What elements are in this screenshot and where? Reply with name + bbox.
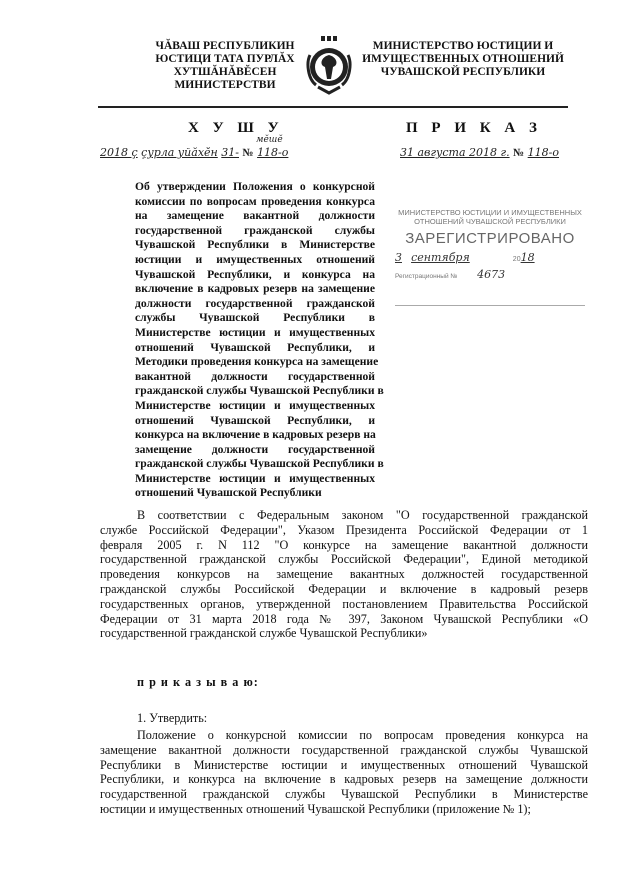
text-line: замещение вакантной должности государственной гражданской службы Чувашской [100,742,588,757]
doc-type-chuvash: Х У Ш У [188,120,284,136]
text-line: Федерации от 31 марта 2018 года № 397, Законом Чувашской Республики «О [100,611,588,626]
text-line: Республики, и конкурса на включение в кадровых резерв на замещение должности [100,772,588,787]
text-line: службе Российской Федерации", Указом Президента Российской Федерации от 1 [100,522,588,537]
text-line: отношений Чувашской Республики, и [135,413,375,427]
text-line: Министерстве юстиции и имущественных [135,471,375,485]
header-left-line: ЧĂВАШ РЕСПУБЛИКИН [155,40,295,52]
text-line: В соответствии с Федеральным законом "О государственной гражданской [137,508,588,522]
header-right-line: ИМУЩЕСТВЕННЫХ ОТНОШЕНИЙ [362,53,564,65]
stamp-month: сентября [411,251,470,264]
header-right [358,40,568,79]
stamp-year-prefix: 20 [512,256,521,263]
text-line: государственной гражданской службы Чувашской Республики в Министерстве [100,787,588,802]
number-label: № [242,147,254,159]
text-line: государственной гражданской службе Чувашской Республики» [100,626,428,641]
text-line: февраля 2005 г. N 112 "О конкурсе на замещение вакантной должности [100,537,588,552]
date-suffix: мĕшĕ [256,135,283,145]
order-word: п р и к а з ы в а ю: [137,675,259,689]
text-line: государственной гражданской службы Российской Федерации", Единой методикой [100,552,588,567]
text-line: Республики в Министерстве юстиции и имущественных отношений Чувашской [100,757,588,772]
text-line: конкурса на включение в кадровых резерв на [135,428,376,442]
date-russian [400,146,559,159]
item-1: 1. Утвердить: [137,711,208,725]
stamp-reg-number: 4673 [477,268,506,281]
registration-stamp [395,208,585,306]
text-line: Министерстве юстиции и имущественных [135,325,375,339]
text-line: отношений Чувашской Республики, и [135,340,375,354]
doc-type-russian: П Р И К А З [406,120,542,136]
emblem-icon [306,35,352,97]
preamble [100,508,588,641]
text-line: Министерстве юстиции и имущественных [135,398,375,412]
order-number: 118-о [527,146,559,159]
text-line: юстиции и имущественных отношений [135,252,375,266]
date-month: çурла уйăхĕн [141,146,218,159]
stamp-date [395,251,585,264]
text-line: проведения конкурсов на замещение вакантных должностей государственной [100,567,588,582]
text-line: государственных органов, утвержденной постановлением Правительства Российской [100,596,588,611]
order-number: 118-о [257,146,289,159]
text-line: юстиции и имущественных отношений Чувашской Республики (приложение № 1); [100,801,531,816]
text-line: гражданской службы Российской Федерации и включение в кадровый резерв [100,581,588,596]
text-line: отношений Чувашской Республики [135,486,322,500]
text-line: гражданской службы Чувашской Республики в [135,384,384,398]
stamp-status: ЗАРЕГИСТРИРОВАНО [405,230,575,247]
text-line: комиссии по вопросам проведения конкурса [135,194,375,208]
text-line: Методики проведения конкурса на замещение [135,355,379,369]
header-left-line: ЮСТИЦИ ТАТА ПУРЛĂХ [155,53,295,65]
text-line: вакантной должности государственной [135,369,375,383]
text-line: Чувашской Республики, и конкурса на [135,267,375,281]
order-title [135,180,384,501]
stamp-border [395,305,585,306]
date-chuvash [100,146,288,159]
header-left-line: ХУТШĂНĂВĔСЕН [173,66,277,78]
stamp-org: ОТНОШЕНИЙ ЧУВАШСКОЙ РЕСПУБЛИКИ [414,217,566,226]
header-left [140,40,310,92]
text-line: гражданской службы Чувашской Республики в [135,457,384,471]
header-right-line: МИНИСТЕРСТВО ЮСТИЦИИ И [372,40,554,52]
text-line: замещение должности государственной [135,442,375,456]
stamp-reg-label: Регистрационный № [395,273,458,280]
date-year: 2018 ç [100,146,138,159]
stamp-reg [395,268,585,281]
text-line: Чувашской Республики в Министерстве [135,238,375,252]
header-left-line: МИНИСТЕРСТВИ [174,79,276,91]
text-line: государственной гражданской службы [135,223,375,237]
stamp-day: 3 [395,251,402,264]
text-line: должности государственной гражданской [135,296,375,310]
header-right-line: ЧУВАШСКОЙ РЕСПУБЛИКИ [380,66,546,78]
item-1-text [100,728,588,817]
date: 31 августа 2018 г. [400,146,510,159]
number-label: № [513,147,525,159]
text-line: Об утверждении Положения о конкурсной [135,180,375,193]
date-day: 31- [221,146,239,159]
text-line: службы Чувашской Республики в [135,311,375,325]
stamp-org: МИНИСТЕРСТВО ЮСТИЦИИ И ИМУЩЕСТВЕННЫХ [398,208,582,217]
text-line: на замещение вакантной должности [135,209,375,223]
text-line: включение в кадровых резерв на замещение [135,282,375,296]
header-divider [98,106,568,108]
stamp-year: 18 [520,251,535,264]
text-line: Положение о конкурсной комиссии по вопросам проведения конкурса на [137,728,588,742]
